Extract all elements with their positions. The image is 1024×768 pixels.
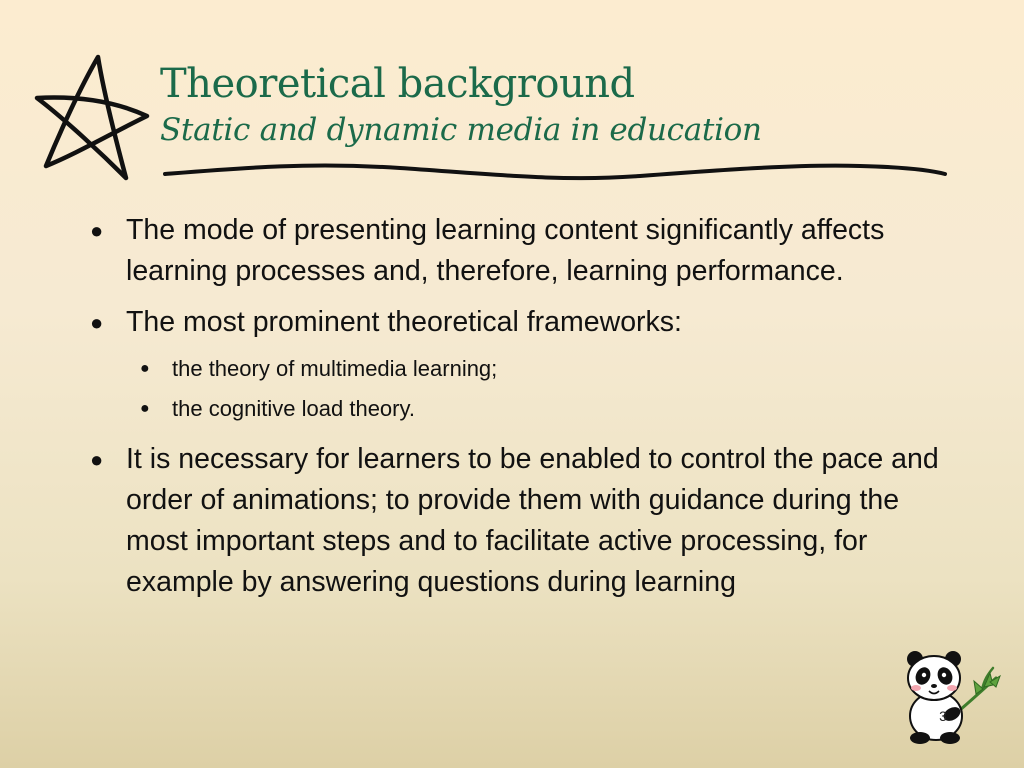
list-item <box>84 439 954 603</box>
slide-subtitle: Static and dynamic media in education <box>160 112 762 148</box>
list-item <box>84 210 954 292</box>
bullet-text: It is necessary for learners to be enabled to control the pace and order of animations; to provide them with guidance during the most important steps and to facilitate active processing, for example by answering questions during learning <box>126 443 939 598</box>
bullet-icon: ● <box>90 218 104 243</box>
sub-bullet-list <box>126 349 954 429</box>
bullet-icon: ● <box>140 360 150 377</box>
sub-bullet-text: the theory of multimedia learning; <box>172 356 498 381</box>
panda-with-bamboo-icon <box>898 650 1003 745</box>
sub-list-item <box>126 389 954 429</box>
sub-bullet-text: the cognitive load theory. <box>172 396 415 421</box>
bullet-icon: ● <box>90 310 104 335</box>
bullet-icon: ● <box>140 400 150 417</box>
hand-drawn-star-icon <box>30 50 150 185</box>
bullet-icon: ● <box>90 447 104 472</box>
bullet-text: The mode of presenting learning content significantly affects learning processes and, therefore, learning performance. <box>126 214 885 287</box>
bullet-list <box>84 210 954 613</box>
sub-list-item <box>126 349 954 389</box>
wavy-underline <box>160 156 950 190</box>
bullet-text: The most prominent theoretical frameworks: <box>126 306 682 338</box>
list-item <box>84 302 954 429</box>
slide-title: Theoretical background <box>160 61 635 107</box>
page-number: 3 <box>939 708 947 724</box>
title-block <box>160 58 940 150</box>
